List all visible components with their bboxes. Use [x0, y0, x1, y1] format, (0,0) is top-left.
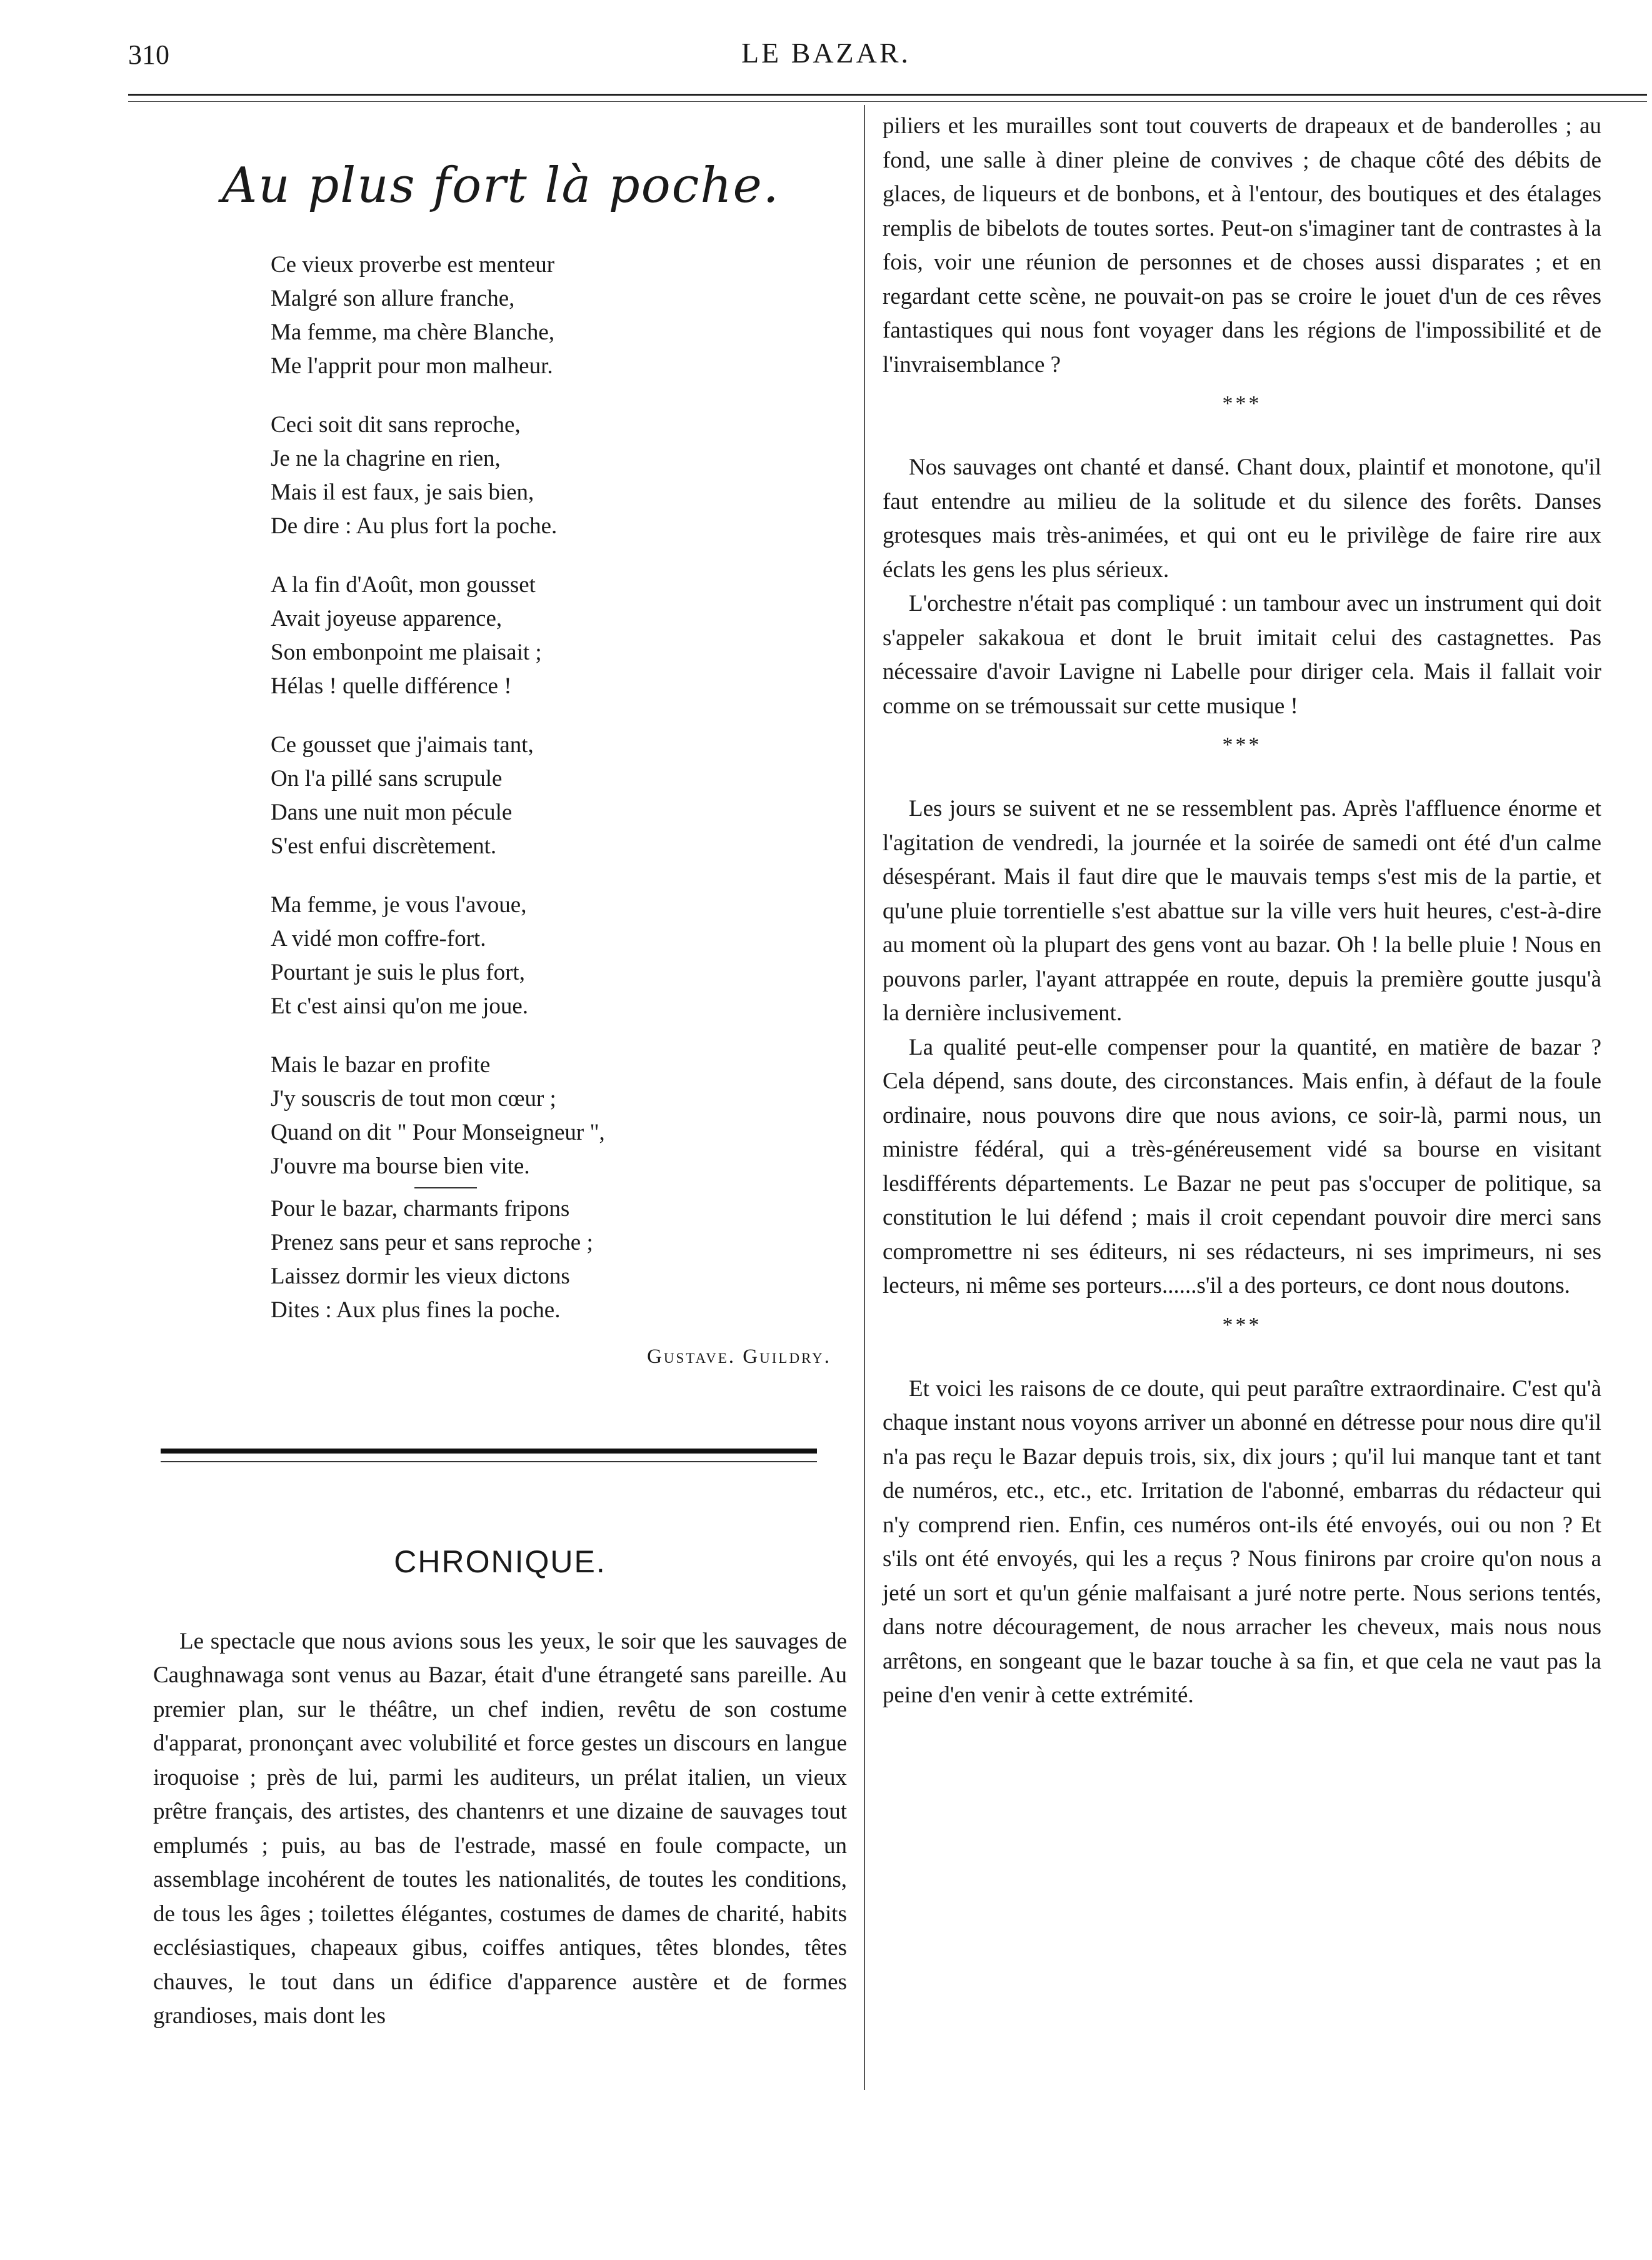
verse-line: A la fin d'Août, mon gousset	[271, 571, 536, 598]
verse-line: De dire : Au plus fort la poche.	[271, 513, 558, 539]
verse-line: Quand on dit " Pour Monseigneur ",	[271, 1119, 605, 1145]
verse-line: Pourtant je suis le plus fort,	[271, 959, 525, 985]
verse-line: Pour le bazar, charmants fripons	[271, 1195, 570, 1222]
verse-line: Mais il est faux, je sais bien,	[271, 479, 534, 505]
stanza-5	[271, 888, 847, 1023]
running-head: LE BAZAR.	[741, 37, 911, 69]
stanza-2	[271, 408, 847, 543]
verse-line: Ce vieux proverbe est menteur	[271, 251, 555, 278]
paragraph-jours: Les jours se suivent et ne se ressemblent pas. Après l'affluence énorme et l'agitation de vendredi, la journée et la soirée de samedi ont été d'un calme désespérant. Mais il faut dire que le mauvais temps s'est mis de la partie, et qu'une pluie torrentielle s'est abattue sur la ville vers huit heures, c'est-à-dire au moment où la plupart des gens vont au bazar. Oh ! la belle pluie ! Nous en pouvons parler, l'ayant attrappée en route, depuis la première goutte jusqu'à la dernière inclusivement.	[883, 796, 1601, 1026]
stanza-6	[271, 1048, 847, 1183]
column-divider	[864, 105, 865, 2090]
verse-line: Ma femme, je vous l'avoue,	[271, 891, 527, 918]
stanza-7	[271, 1192, 847, 1327]
chronique-paragraph-1: Le spectacle que nous avions sous les yeux, le soir que les sauvages de Caughnawaga sont venus au Bazar, était d'une étrangeté sans pareille. Au premier plan, sur le théâtre, un chef indien, revêtu de son costume d'apparat, prononçant avec volubilité et force gestes un discours en langue iroquoise ; près de lui, parmi les auditeurs, un prélat italien, un vieux prêtre français, des artistes, des chantenrs et une dizaine de sauvages tout emplumés ; puis, au bas de l'estrade, massé en foule compacte, un assemblage incohérent de toutes les nationalités, de toutes les conditions, de tous les âges ; toilettes élégantes, costumes de dames de charité, habits ecclésiastiques, chapeaux gibus, coiffes antiques, têtes blondes, têtes chauves, le tout dans un édifice d'apparence austère et de formes grandioses, mais dont les	[153, 1628, 847, 2029]
paragraph-qualite: La qualité peut-elle compenser pour la quantité, en matière de bazar ? Cela dépend, sans doute, des circonstances. Mais enfin, à défaut de la foule ordinaire, nous pouvons dire que nous avions, ce soir-là, parmi nous, un ministre fédéral, qui a très-généreusement vidé sa bourse en visitant lesdifférents départements. Le Bazar ne peut pas s'occuper de politique, sa constitution le lui défend ; mais il croit cependant pouvoir dire merci sans compromettre ni ses éditeurs, ni ses rédacteurs, ni ses imprimeurs, ni ses lecteurs, ni même ses porteurs......s'il a des porteurs, ce dont nous doutons.	[883, 1034, 1601, 1298]
paragraph-orchestre: L'orchestre n'était pas compliqué : un tambour avec un instrument qui doit s'appeler sakakoua et dont le bruit imitait celui des castagnettes. Pas nécessaire d'avoir Lavigne ni Labelle pour diriger cela. Mais il fallait voir comme on se trémoussait sur cette musique !	[883, 591, 1601, 719]
section-rule-thin	[161, 1461, 817, 1462]
stanza-4	[271, 728, 847, 863]
verse-line: Laissez dormir les vieux dictons	[271, 1263, 570, 1289]
verse-line: Dites : Aux plus fines la poche.	[271, 1297, 561, 1323]
verse-line: Ce gousset que j'aimais tant,	[271, 731, 534, 758]
stanza-3	[271, 568, 847, 703]
chronique-title: CHRONIQUE.	[394, 1544, 606, 1579]
verse-line: Ceci soit dit sans reproche,	[271, 411, 521, 438]
verse-line: Son embonpoint me plaisait ;	[271, 639, 542, 665]
verse-line: Je ne la chagrine en rien,	[271, 445, 501, 471]
header-rule-thick	[128, 94, 1647, 96]
left-column	[153, 109, 847, 2034]
verse-line: S'est enfui discrètement.	[271, 833, 497, 859]
paragraph-raisons: Et voici les raisons de ce doute, qui peut paraître extraordinaire. C'est qu'à chaque instant nous voyons arriver un abonné en détresse pour nous dire qu'il n'a pas reçu le Bazar depuis trois, six, dix jours ; qu'il lui manque tant et tant de numéros, etc., etc., etc. Irritation de l'abonné, embarras du rédacteur qui n'y comprend rien. Enfin, ces numéros ont-ils été envoyés, oui ou non ? Et s'ils ont été envoyés, qui les a reçus ? Nous finirons par croire qu'on nous a jeté un sort et qu'un génie malfaisant a juré notre perte. Nous serions tentés, dans notre découragement, de nous arracher les cheveux, mais nous nous arrêtons, en songeant que le bazar touche à sa fin, et que cela ne vaut pas la peine d'en venir à cette extrémité.	[883, 1375, 1601, 1708]
verse-line: Hélas ! quelle différence !	[271, 673, 512, 699]
verse-line: A vidé mon coffre-fort.	[271, 925, 486, 952]
section-rule-thick	[161, 1449, 817, 1454]
verse-line: On l'a pillé sans scrupule	[271, 765, 503, 791]
right-column	[883, 109, 1601, 1713]
page-number: 310	[128, 39, 169, 70]
poem-title: Au plus fort là poche.	[222, 158, 780, 214]
verse-line: Prenez sans peur et sans reproche ;	[271, 1229, 593, 1255]
verse-line: Me l'apprit pour mon malheur.	[271, 353, 553, 379]
chronique-paragraph-1-continued: piliers et les murailles sont tout couverts de drapeaux et de banderolles ; au fond, une salle à diner pleine de convives ; de chaque côté des débits de glaces, de liqueurs et de bonbons, et à l'entour, des boutiques et des étalages remplis de bibelots de toutes sortes. Peut-on s'imaginer tant de contrastes à la fois, voir une réunion de personnes et de choses aussi disparates ; et en regardant cette scène, ne pouvait-on pas se croire le jouet d'un de ces rêves fantastiques qui nous font voyager dans les régions de l'impossibilité et de l'invraisemblance ?	[883, 113, 1601, 378]
verse-line: Mais le bazar en profite	[271, 1052, 491, 1078]
verse-line: J'ouvre ma bourse bien vite.	[271, 1153, 530, 1179]
verse-line: Malgré son allure franche,	[271, 285, 515, 311]
paragraph-sauvages: Nos sauvages ont chanté et dansé. Chant doux, plaintif et monotone, qu'il faut entendre au milieu de la solitude et du silence des forêts. Danses grotesques mais très-animées, et qui ont eu le privilège de faire rire aux éclats les gens les plus sérieux.	[883, 455, 1601, 583]
stanza-1	[271, 248, 847, 383]
verse-line: Et c'est ainsi qu'on me joue.	[271, 993, 529, 1019]
verse-line: Avait joyeuse apparence,	[271, 605, 503, 631]
poem	[271, 248, 847, 1374]
header-rule-thin	[128, 101, 1647, 102]
verse-line: Ma femme, ma chère Blanche,	[271, 319, 555, 345]
asterism-separator-3: ***	[1222, 1313, 1262, 1337]
verse-line: Dans une nuit mon pécule	[271, 799, 513, 825]
verse-line: J'y souscris de tout mon cœur ;	[271, 1085, 556, 1112]
poem-dash-divider	[414, 1187, 477, 1188]
asterism-separator-2: ***	[1222, 733, 1262, 756]
asterism-separator-1: ***	[1222, 392, 1262, 415]
poem-signature: Gustave. Guildry.	[647, 1345, 831, 1368]
